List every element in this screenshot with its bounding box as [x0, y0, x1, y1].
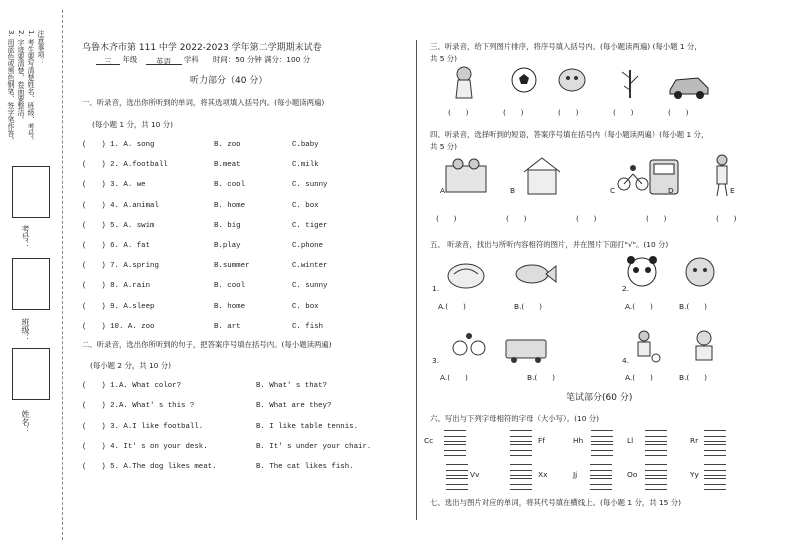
exam-number-label: 考号： — [21, 225, 30, 249]
q2-option: B. What are they? — [256, 402, 332, 411]
q3-score: 共 5 分) — [430, 54, 458, 63]
q6-letter: Cc — [424, 436, 434, 445]
q4-picture-label: E — [730, 186, 735, 195]
q1-option: B. zoo — [214, 141, 241, 149]
q1-option: C.phone — [292, 242, 324, 250]
q2-option[interactable]: ( ) 5. A.The dog likes meat. — [82, 463, 217, 472]
q6-letter: Ll — [627, 436, 634, 445]
q6-writing-lines[interactable] — [645, 464, 667, 476]
q6-writing-lines[interactable] — [645, 478, 667, 490]
class-box[interactable] — [12, 258, 50, 310]
q5-option-b[interactable]: B.( ) — [514, 302, 542, 311]
q3-answer-blank[interactable]: ( ) — [503, 108, 524, 117]
exam-number-box[interactable] — [12, 166, 50, 218]
q4-picture-label: C — [610, 186, 616, 195]
family-picnic-icon — [446, 159, 486, 192]
football-player-icon — [638, 331, 660, 362]
q1-option: C. sunny — [292, 181, 328, 190]
q1-option[interactable]: ( ) 3. A. we — [82, 181, 146, 190]
q4-answer-blank[interactable]: ( ) — [506, 214, 527, 223]
binding-notes: 注意事项： 1. 考生要写清楚姓名、班级、考号。 2. 字迹要清楚，卷面要整洁。 3. 用蓝色或黑色钢笔、签字笔作答。 — [7, 30, 45, 144]
q2-option: B. It' s under your chair. — [256, 442, 372, 451]
exam-time: 时间：50 分钟 满分：100 分 — [213, 55, 311, 64]
grade-value: 三 — [96, 57, 120, 65]
name-label: 姓名： — [21, 410, 30, 434]
listening-title: 听力部分（40 分） — [190, 76, 268, 86]
q5-item-number: 1. — [432, 284, 440, 293]
q3-answer-blank[interactable]: ( ) — [558, 108, 579, 117]
q6-writing-lines[interactable] — [446, 478, 468, 490]
q6-writing-lines[interactable] — [510, 478, 532, 490]
q6-letter: Yy — [690, 470, 699, 479]
subject-value: 英语 — [146, 57, 182, 65]
q1-option: C.baby — [292, 141, 319, 149]
q2-title: 二、听录音，选出你所听到的句子，把答案序号填在括号内。(每小题读两遍) — [82, 340, 332, 349]
football-icon — [512, 68, 536, 92]
q6-writing-lines[interactable] — [704, 430, 726, 442]
q5-title: 五、 听录音，找出与所听内容相符的图片，并在图片下面打"√"。(10 分) — [430, 240, 669, 249]
q5-item-number: 2. — [622, 284, 630, 293]
q4-answer-blank[interactable]: ( ) — [436, 214, 457, 223]
q1-option: C. box — [292, 201, 319, 210]
q4-answer-blank[interactable]: ( ) — [646, 214, 667, 223]
q6-writing-lines[interactable] — [645, 444, 667, 456]
q4-picture-label: A — [440, 186, 446, 195]
q6-writing-lines[interactable] — [591, 444, 613, 456]
q1-option: B. cool — [214, 181, 246, 190]
q1-option: C. tiger — [292, 221, 328, 230]
q2-option: B. I like table tennis. — [256, 422, 359, 431]
q5-item-number: 4. — [622, 356, 630, 365]
q1-option[interactable]: ( ) 2. A.football — [82, 161, 168, 170]
monkey-icon — [686, 258, 714, 286]
boy-walking-icon — [717, 155, 727, 196]
q2-score: (每小题 2 分，共 10 分) — [90, 361, 172, 370]
q1-option: C.milk — [292, 161, 319, 170]
tree-icon — [622, 70, 638, 98]
q6-letter: Xx — [538, 470, 548, 479]
q1-option: B.play — [214, 242, 241, 250]
q6-letter: Vv — [470, 470, 480, 479]
q6-writing-lines[interactable] — [704, 478, 726, 490]
q1-option[interactable]: ( ) 8. A.rain — [82, 282, 151, 291]
q6-writing-lines[interactable] — [510, 464, 532, 476]
q2-option[interactable]: ( ) 4. It' s on your desk. — [82, 442, 208, 451]
q6-writing-lines[interactable] — [645, 430, 667, 442]
panda-icon — [627, 256, 657, 286]
q1-score: (每小题 1 分，共 10 分) — [92, 120, 174, 129]
class-label: 班级： — [21, 318, 30, 342]
q6-writing-lines[interactable] — [704, 444, 726, 456]
q1-option: C. box — [292, 302, 319, 311]
q4-answer-blank[interactable]: ( ) — [576, 214, 597, 223]
q6-writing-lines[interactable] — [591, 430, 613, 442]
q5-option-a[interactable]: A.( ) — [625, 302, 653, 311]
q1-option: C. sunny — [292, 282, 328, 291]
q1-option[interactable]: ( ) 10. A. zoo — [82, 322, 155, 331]
q6-writing-lines[interactable] — [510, 444, 532, 456]
q1-option: B.summer — [214, 262, 250, 271]
grade-suffix: 年级 — [122, 55, 138, 64]
q6-writing-lines[interactable] — [446, 464, 468, 476]
q5-item-number: 3. — [432, 356, 440, 365]
q3-answer-blank[interactable]: ( ) — [613, 108, 634, 117]
q3-title: 三、听录音，给下列图片排序，将序号填入括号内。(每小题读两遍) (每小题 1 分， — [430, 42, 702, 51]
spring-girl-icon — [456, 67, 472, 98]
q1-option: B. art — [214, 322, 241, 331]
q5-option-a[interactable]: A.( ) — [438, 302, 466, 311]
q4-score: 共 5 分) — [430, 142, 458, 151]
table-tennis-icon — [696, 331, 712, 360]
q2-option[interactable]: ( ) 2.A. What' s this ? — [82, 402, 195, 411]
q1-option[interactable]: ( ) 5. A. swim — [82, 221, 155, 230]
q6-writing-lines[interactable] — [590, 464, 612, 476]
noodles-icon — [448, 264, 484, 288]
q6-title: 六、写出与下列字母相符的字母（大小写）。(10 分) — [430, 414, 600, 423]
cut-line — [62, 10, 63, 540]
fish-icon — [516, 265, 556, 283]
q1-option[interactable]: ( ) 4. A.animal — [82, 201, 159, 210]
q5-option-b[interactable]: B.( ) — [679, 302, 707, 311]
q4-title: 四、听录音，选择听到的短语，答案序号填在括号内（每小题读两遍）(每小题 1 分， — [430, 130, 709, 139]
q4-picture-label: D — [668, 186, 674, 195]
q1-option[interactable]: ( ) 9. A.sleep — [82, 302, 155, 311]
q6-writing-lines[interactable] — [510, 430, 532, 442]
q6-writing-lines[interactable] — [444, 430, 466, 442]
q4-pictures — [440, 152, 750, 198]
q7-title: 七、选出与图片对应的单词，将其代号填在横线上。(每小题 1 分，共 15 分) — [430, 498, 681, 507]
monkey-icon — [559, 69, 585, 91]
q3-answer-blank[interactable]: ( ) — [668, 108, 689, 117]
q6-writing-lines[interactable] — [704, 464, 726, 476]
bike-rider-icon — [618, 165, 648, 190]
grade-subject-line — [96, 55, 310, 65]
q2-option[interactable]: ( ) 3. A.I like football. — [82, 422, 204, 431]
q1-option: B. big — [214, 221, 241, 230]
q1-option: C.winter — [292, 262, 328, 271]
q1-option: C. fish — [292, 322, 324, 331]
q6-letter: Oo — [627, 470, 638, 479]
q5-option-a[interactable]: A.( ) — [440, 373, 468, 382]
exam-title: 乌鲁木齐市第 111 中学 2022-2023 学年第二学期期末试卷 — [82, 43, 322, 53]
written-title: 笔试部分(60 分) — [566, 393, 633, 403]
q1-option: B. home — [214, 302, 246, 311]
q2-option: B. What' s that? — [256, 382, 327, 390]
bikes-icon — [453, 333, 485, 355]
car-icon — [670, 78, 708, 99]
q5-option-a[interactable]: A.( ) — [625, 373, 653, 382]
q4-picture-label: B — [510, 186, 516, 195]
q6-letter: Hh — [573, 436, 584, 445]
q1-option[interactable]: ( ) 6. A. fat — [82, 242, 151, 250]
q5-option-b[interactable]: B.( ) — [527, 373, 555, 382]
q6-writing-lines[interactable] — [444, 444, 466, 456]
q6-writing-lines[interactable] — [590, 478, 612, 490]
q3-answer-blank[interactable]: ( ) — [448, 108, 469, 117]
q4-answer-blank[interactable]: ( ) — [716, 214, 737, 223]
q1-option: B.meat — [214, 161, 241, 170]
subject-suffix: 学科 — [183, 55, 199, 64]
q2-option[interactable]: ( ) 1.A. What color? — [82, 382, 182, 390]
q1-option[interactable]: ( ) 1. A. song — [82, 141, 155, 149]
q5-option-b[interactable]: B.( ) — [679, 373, 707, 382]
house-icon — [524, 158, 560, 194]
column-divider — [416, 40, 417, 520]
q1-title: 一、听录音，选出你所听到的单词，将其选项填入括号内。(每小题读两遍) — [82, 98, 325, 107]
q1-option: B. cool — [214, 282, 246, 291]
q1-option[interactable]: ( ) 7. A.spring — [82, 262, 159, 271]
q6-letter: Jj — [573, 470, 578, 479]
q1-option: B. home — [214, 201, 246, 210]
q3-pictures — [440, 62, 720, 102]
q6-letter: Ff — [538, 436, 545, 445]
q6-letter: Rr — [690, 436, 699, 445]
bus-icon — [506, 340, 546, 363]
q2-option: B. The cat likes fish. — [256, 463, 354, 472]
name-box[interactable] — [12, 348, 50, 400]
